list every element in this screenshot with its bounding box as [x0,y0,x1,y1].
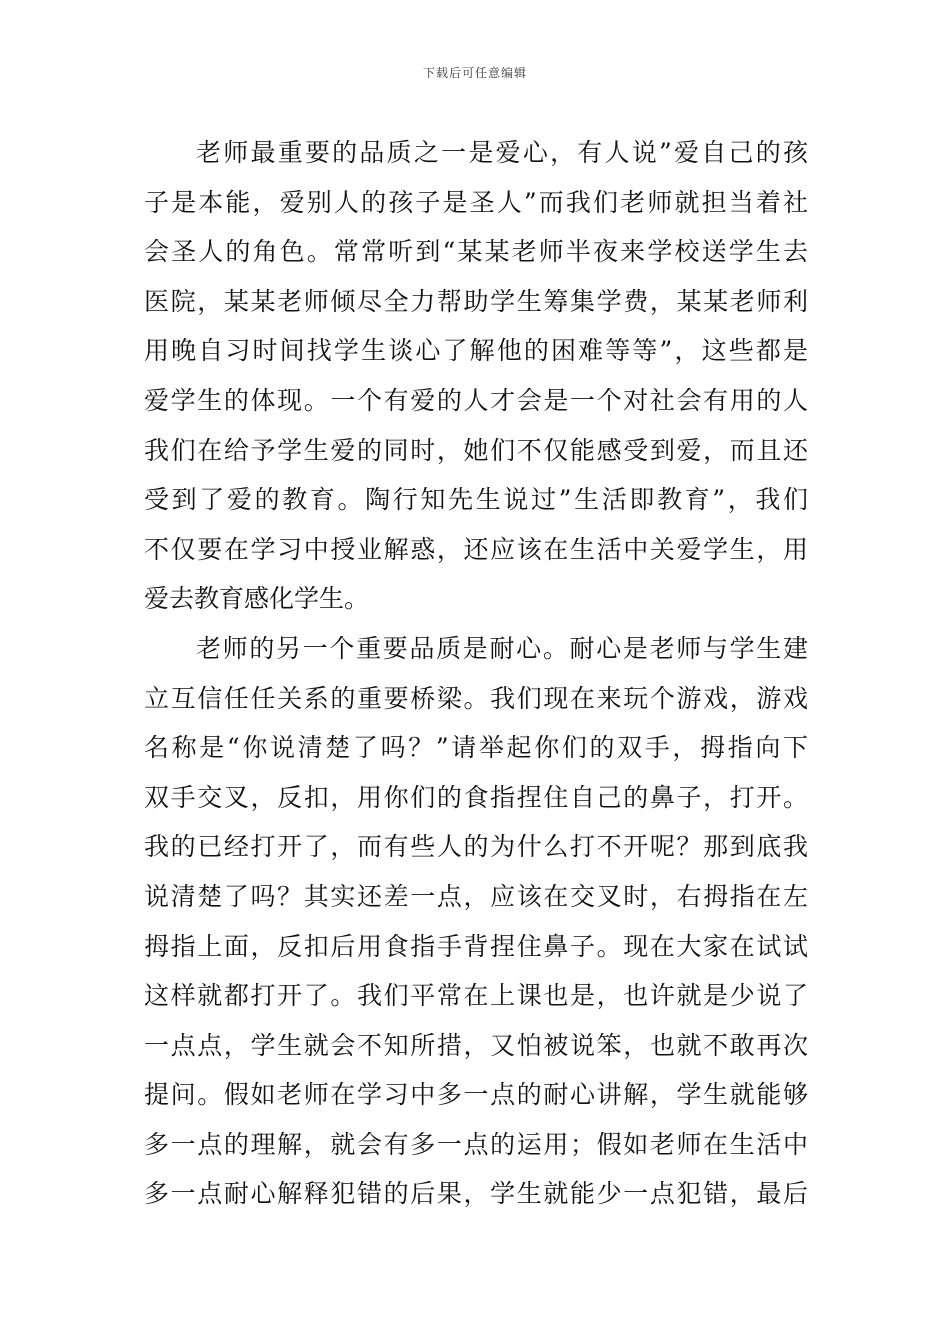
paragraph-1-line-7: 我们在给予学生爱的同时，她们不仅能感受到爱，而且还 [144,435,808,465]
paragraph-1-line-6: 爱学生的体现。一个有爱的人才会是一个对社会有用的人 [144,385,808,415]
paragraph-2-line-3: 名称是“你说清楚了吗？”请举起你们的双手，拇指向下 [144,733,808,763]
paragraph-2-line-12: 多一点耐心解释犯错的后果，学生就能少一点犯错，最后 [144,1179,808,1209]
paragraph-1-line-10: 爱去教育感化学生。 [144,584,370,614]
paragraph-2-line-2: 立互信任任关系的重要桥梁。我们现在来玩个游戏，游戏 [144,683,808,713]
paragraph-1-line-2: 子是本能，爱别人的孩子是圣人”而我们老师就担当着社 [144,187,808,217]
paragraph-2-line-9: 一点点，学生就会不知所措，又怕被说笨，也就不敢再次 [144,1030,808,1060]
paragraph-1-line-9: 不仅要在学习中授业解惑，还应该在生活中关爱学生，用 [144,534,808,564]
paragraph-1-line-3: 会圣人的角色。常常听到“某某老师半夜来学校送学生去 [144,237,808,267]
document-body [144,128,808,1219]
paragraph-1-line-1: 老师最重要的品质之一是爱心，有人说”爱自己的孩 [196,138,808,167]
paragraph-2-line-10: 提问。假如老师在学习中多一点的耐心讲解，学生就能够 [144,1080,808,1110]
paragraph-2-line-4: 双手交叉，反扣，用你们的食指捏住自己的鼻子，打开。 [144,782,808,812]
paragraph-1-line-5: 用晚自习时间找学生谈心了解他的困难等等”，这些都是 [144,336,808,366]
paragraph-1-line-8: 受到了爱的教育。陶行知先生说过”生活即教育”，我们 [144,485,808,515]
paragraph-1-line-4: 医院，某某老师倾尽全力帮助学生筹集学费，某某老师利 [144,286,808,316]
paragraph-2-line-8: 这样就都打开了。我们平常在上课也是，也许就是少说了 [144,981,808,1011]
paragraph-2-line-5: 我的已经打开了，而有些人的为什么打不开呢？那到底我 [144,832,808,862]
paragraph-2-line-7: 拇指上面，反扣后用食指手背捏住鼻子。现在大家在试试 [144,931,808,961]
page-header: 下载后可任意编辑 [422,66,527,80]
paragraph-2-line-6: 说清楚了吗？其实还差一点，应该在交叉时，右拇指在左 [144,881,808,911]
paragraph-2-line-11: 多一点的理解，就会有多一点的运用；假如老师在生活中 [144,1129,808,1159]
paragraph-2-line-1: 老师的另一个重要品质是耐心。耐心是老师与学生建 [196,633,808,663]
